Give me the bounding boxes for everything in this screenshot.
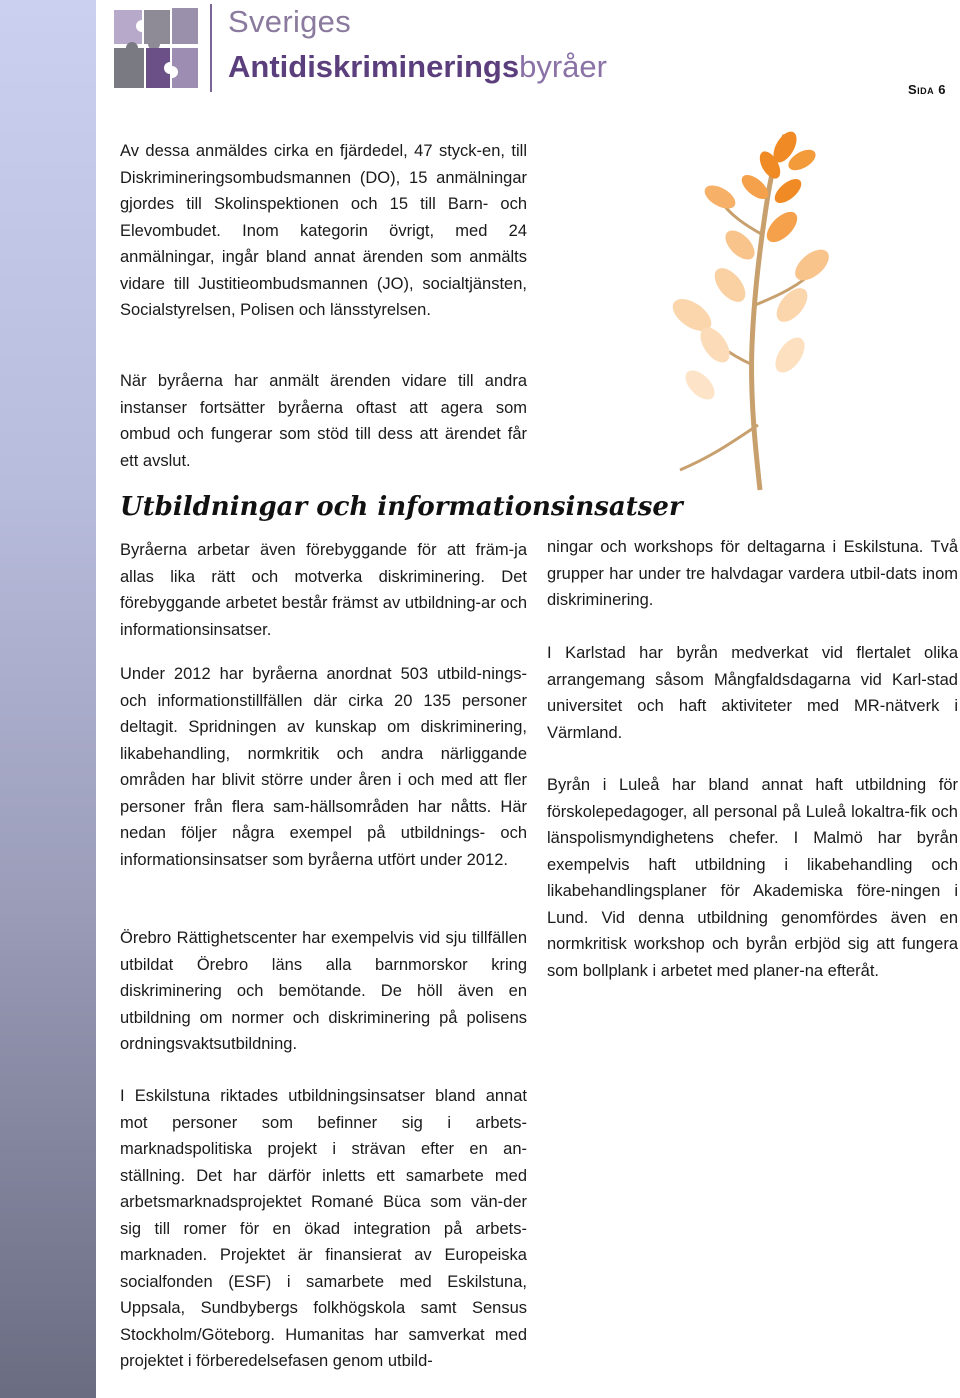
logo: [110, 4, 610, 96]
puzzle-logo-icon: [110, 4, 202, 94]
section-left-paragraph-4: I Eskilstuna riktades utbildningsinsatser bland annat mot personer som befinner sig i arbets-marknadspolitiska projekt i strävan efter en an-ställning. Det har därför inletts ett samarbete med arbetsmarknadsprojektet Romané Büca som vän-der sig till romer för en ökad integration på arbets-marknaden. Projektet är finansierat av Europeiska socialfonden (ESF) i samarbete med Eskilstuna, Uppsala, Sundbybergs folkhögskola samt Sensus Stockholm/Göteborg. Humanitas har samverkat med projektet i förberedelsefasen genom utbild-: [120, 1087, 527, 1370]
section-right-paragraph-2: I Karlstad har byrån medverkat vid flertalet olika arrangemang såsom Mångfaldsdagarna vid Karl-stad universitet och haft aktiviteter med MR-nätverk i Värmland.: [547, 644, 958, 742]
logo-text-bold: Antidiskriminerings: [228, 49, 520, 84]
page-number: Sida 6: [907, 82, 946, 97]
section-right-paragraph-1: ningar och workshops för deltagarna i Eskilstuna. Två grupper har under tre halvdagar vardera utbil-dats inom diskriminering.: [547, 538, 958, 609]
logo-divider: [210, 4, 212, 92]
logo-text-line2: [228, 49, 607, 85]
section-left-paragraph-3: Örebro Rättighetscenter har exempelvis vid sju tillfällen utbildat Örebro läns alla barnmorskor kring diskriminering och bemötande. De höll även en utbildning om normer och diskriminering på polisens ordningsvaktsutbildning.: [120, 929, 527, 1053]
intro-paragraph-1: Av dessa anmäldes cirka en fjärdedel, 47 styck-en, till Diskrimineringsombudsmannen (DO), 15 anmälningar gjordes till Skolinspektionen och 15 till Barn- och Elevombudet. Inom kategorin övrigt, med 24 anmälningar, ingår bland annat ärenden som anmälts vidare till Justitieombudsmannen (JO), socialtjänsten, Socialstyrelsen, Polisen och länsstyrelsen.: [120, 142, 527, 319]
logo-text-light: byråer: [519, 49, 607, 84]
section-right-paragraph-3: Byrån i Luleå har bland annat haft utbildning för förskolepedagoger, all personal på Luleå lokaltra-fik och länspolismyndighetens chefer. I Malmö har byrån exempelvis haft utbildning i likabehandling och likabehandlingsplaner för Akademiska före-ningen i Lund. Vid denna utbildning genomfördes även en normkritisk workshop och byrån erbjöd sig att fungera som bollplank i arbetet med planer-na efteråt.: [547, 776, 958, 980]
intro-paragraph-2: När byråerna har anmält ärenden vidare till andra instanser fortsätter byråerna oftast att agera som ombud och fungerar som stöd till dess att ärendet får ett avslut.: [120, 372, 527, 470]
section-left-paragraph-1: Byråerna arbetar även förebyggande för att främ-ja allas lika rätt och motverka diskriminering. Det förebyggande arbetet består främst av utbildning-ar och informationsinsatser.: [120, 541, 527, 639]
section-left-paragraph-2: Under 2012 har byråerna anordnat 503 utbild-nings- och informationstillfällen där cirka 20 135 personer deltagit. Spridningen av kunskap om diskriminering, likabehandling, normkritik och andra närliggande områden har blivit större under åren i och med att fler personer från flera sam-hällsområden har nåtts. Här nedan följer några exempel på utbildnings- och informationsinsatser som byråerna utfört under 2012.: [120, 665, 527, 869]
sidebar-gradient: [0, 0, 96, 1398]
section-heading: Utbildningar och informationsinsatser: [120, 492, 683, 522]
logo-text-line1: Sveriges: [228, 4, 352, 39]
autumn-branch-illustration: [660, 125, 830, 495]
